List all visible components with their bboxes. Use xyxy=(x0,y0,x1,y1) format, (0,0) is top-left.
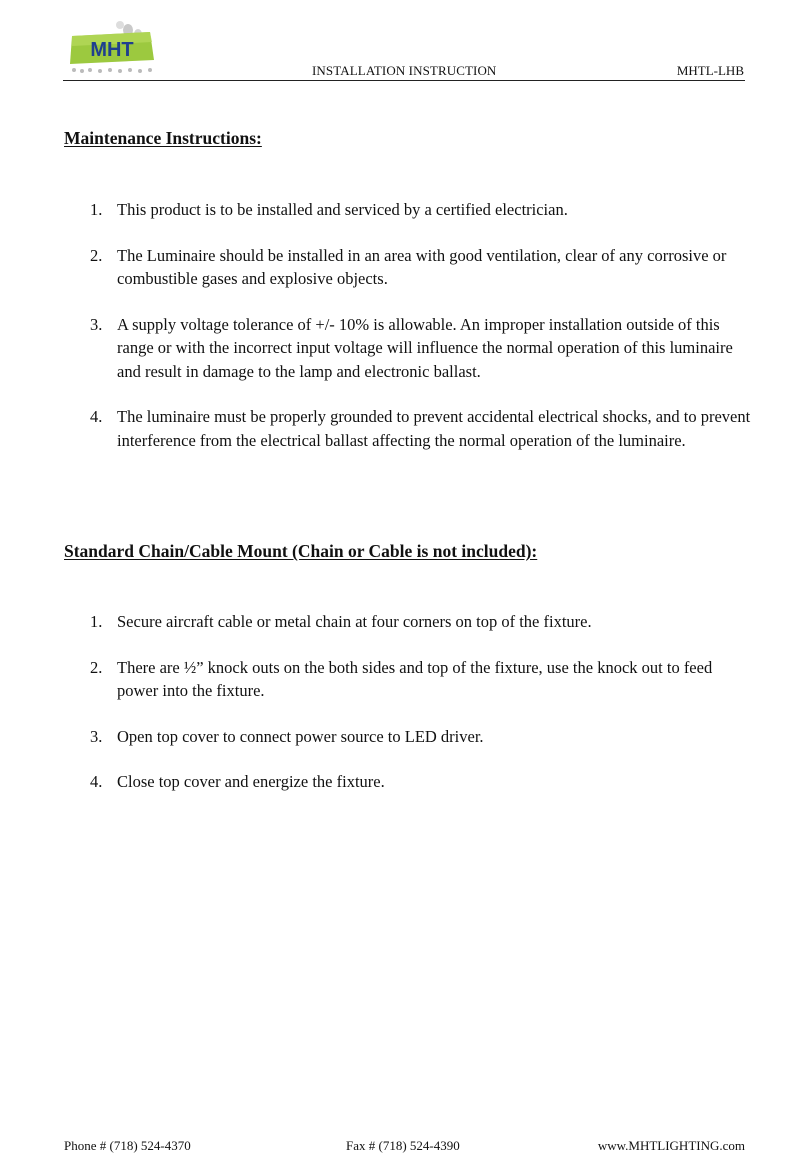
header-title: INSTALLATION INSTRUCTION xyxy=(312,63,497,78)
list-text: The luminaire must be properly grounded to prevent accidental electrical shocks, and to prevent interference from the electrical ballast affecting the normal operation of the luminaire. xyxy=(117,407,751,450)
list-number: 4. xyxy=(90,772,103,791)
footer-website-link[interactable]: www.MHTLIGHTING.com xyxy=(597,1138,745,1153)
mount-heading: Standard Chain/Cable Mount (Chain or Cable is not included): xyxy=(64,541,538,561)
list-item xyxy=(64,405,754,452)
list-item xyxy=(64,313,754,384)
list-number: 2. xyxy=(90,657,103,677)
list-number: 3. xyxy=(90,314,103,334)
maintenance-heading: Maintenance Instructions: xyxy=(64,128,262,148)
logo-dots xyxy=(72,68,152,73)
logo-text: MHT xyxy=(90,39,134,61)
list-item xyxy=(64,198,754,222)
list-number: 4. xyxy=(90,407,103,426)
list-number: 2. xyxy=(90,245,103,265)
list-item xyxy=(64,610,754,634)
list-item xyxy=(64,725,754,749)
list-number: 1. xyxy=(90,612,103,631)
mht-logo xyxy=(64,16,164,78)
maintenance-list xyxy=(64,198,754,474)
list-text: Open top cover to connect power source to LED driver. xyxy=(117,726,484,746)
list-item xyxy=(64,770,754,794)
list-text: This product is to be installed and serviced by a certified electrician. xyxy=(117,200,568,219)
header-model-code: MHTL-LHB xyxy=(676,63,744,78)
footer-fax: Fax # (718) 524-4390 xyxy=(346,1138,460,1153)
list-number: 3. xyxy=(90,726,103,746)
list-item xyxy=(64,244,754,291)
mount-list xyxy=(64,610,754,816)
list-item xyxy=(64,656,754,703)
list-text: Close top cover and energize the fixture. xyxy=(117,772,385,791)
list-number: 1. xyxy=(90,200,103,219)
footer-phone: Phone # (718) 524-4370 xyxy=(64,1138,191,1153)
list-text: A supply voltage tolerance of +/- 10% is allowable. An improper installation outside of this range or with the incorrect input voltage will influence the normal operation of this luminaire and result in damage to the lamp and electronic ballast. xyxy=(117,314,733,381)
list-text: Secure aircraft cable or metal chain at four corners on top of the fixture. xyxy=(117,612,592,631)
list-text: There are ½” knock outs on the both sides and top of the fixture, use the knock out to feed power into the fixture. xyxy=(117,657,713,700)
header-divider xyxy=(63,80,745,81)
list-text: The Luminaire should be installed in an area with good ventilation, clear of any corrosive or combustible gases and explosive objects. xyxy=(117,245,727,288)
